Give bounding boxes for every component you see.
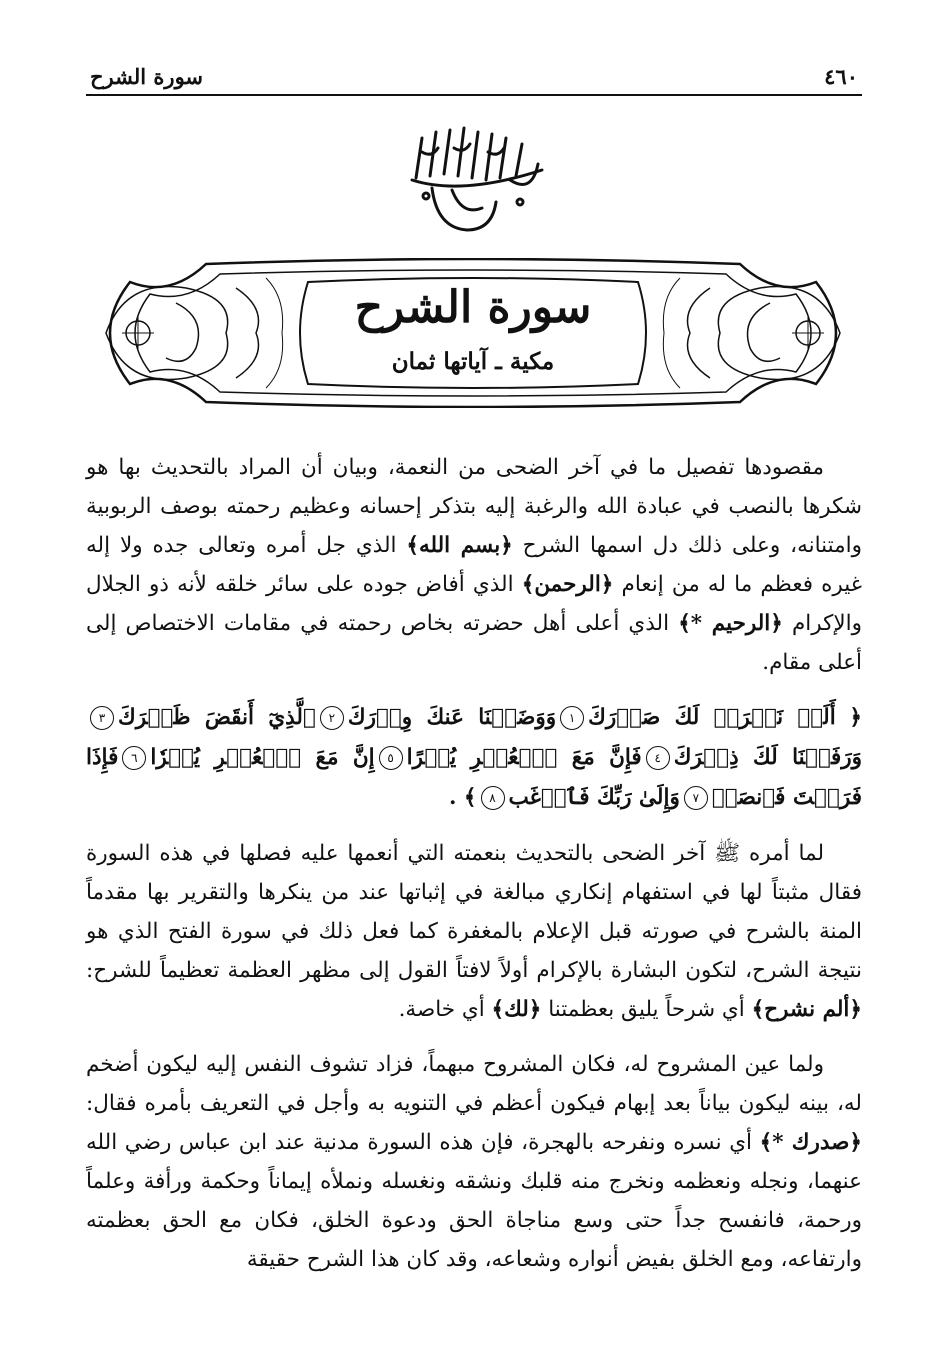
verse-text: ٱلَّذِيٓ أَنقَضَ ظَهۡرَكَ	[118, 705, 316, 730]
bold-quote: ﴿الرحيم *﴾	[678, 611, 783, 636]
text-run: الذي أفاض جوده على سائر خلقه لأنه ذو الجلال والإكرام	[86, 572, 862, 636]
page-number: ٤٦٠	[824, 64, 858, 89]
bracket-close: ﴾ .	[448, 785, 477, 810]
verse-text: وَإِلَىٰ رَبِّكَ فَٱرۡغَب	[508, 785, 680, 810]
verse-number-marker: ٥	[379, 746, 403, 770]
ornamental-frame	[86, 258, 860, 408]
verse-text: أَلَمۡ نَشۡرَحۡ لَكَ صَدۡرَكَ	[588, 705, 836, 730]
text-run: ولما عين المشروح له، فكان المشروح مبهماً، فزاد تشوف النفس إليه ليكون أضخم له، بينه ليكون بياناً بعد إبهام فيكون أعظم في التنويه به وأجل في التعريف بأمره فقال:	[86, 1052, 862, 1116]
commentary-paragraph-2	[86, 1045, 862, 1279]
text-run: الذي جل أمره وتعالى جده ولا إله غيره فعظم ما له من إنعام	[86, 533, 862, 597]
commentary-paragraph-1	[86, 834, 862, 1029]
verse-text: فَإِنَّ مَعَ ٱلۡعُسۡرِ يُسۡرًا	[406, 745, 642, 770]
bold-quote: ﴿ألم نشرح﴾	[751, 997, 862, 1022]
verse-text: وَرَفَعۡنَا لَكَ ذِكۡرَكَ	[673, 745, 862, 770]
body-text	[86, 448, 862, 1291]
text-run: أي خاصة.	[398, 997, 492, 1022]
verse-number-marker: ٢	[320, 706, 344, 730]
bold-quote: ﴿بسم الله﴾	[406, 533, 513, 558]
surah-title: سورة الشرح	[354, 282, 592, 333]
bracket-open: ﴿	[849, 705, 862, 730]
text-run: الذي أعلى أهل حضرته بخاص رحمته في مقامات الاختصاص إلى أعلى مقام.	[86, 611, 862, 675]
text-run: مقصودها تفصيل ما في آخر الضحى من النعمة، وبيان أن المراد بالتحديث بها هو شكرها بالنصب في عبادة الله والرغبة إليه بتذكر إحسانه وعظيم رحمته بوصف الربوبية وامتنانه، وعلى ذلك دل اسمها الشرح	[86, 455, 863, 558]
verse-text: إِنَّ مَعَ ٱلۡعُسۡرِ يُسۡرٗا	[150, 745, 375, 770]
text-run: أي شرحاً يليق بعظمتنا	[541, 997, 752, 1022]
verse-number-marker: ٦	[122, 746, 146, 770]
basmala-calligraphy	[392, 118, 562, 248]
verse-number-marker: ١	[560, 706, 584, 730]
bold-quote: ﴿صدرك *﴾	[759, 1130, 862, 1155]
page-header	[86, 60, 862, 96]
verse-number-marker: ٣	[90, 706, 114, 730]
quran-verses	[86, 698, 862, 818]
bold-quote: ﴿الرحمن﴾	[521, 572, 614, 597]
bold-quote: ﴿لك﴾	[491, 997, 542, 1022]
running-head-surah-name: سورة الشرح	[90, 64, 204, 89]
verse-number-marker: ٨	[481, 786, 505, 810]
surah-title-box	[86, 258, 860, 408]
verse-text: وَوَضَعۡنَا عَنكَ وِزۡرَكَ	[347, 705, 557, 730]
surah-subtitle: مكية ـ آياتها ثمان	[391, 348, 555, 375]
verse-text: فَإِذَا فَرَغۡتَ فَٱنصَبۡ	[86, 745, 862, 810]
intro-paragraph	[86, 448, 862, 682]
verse-number-marker: ٤	[646, 746, 670, 770]
text-run: أي نسره ونفرحه بالهجرة، فإن هذه السورة مدنية عند ابن عباس رضي الله عنهما، ونجله ونعظمه ونخرج منه قلبك ونشقه ونغسله ونملأه إيماناً وحكمة ورأفة وعلماً ورحمة، فانفسح جداً حتى وسع مناجاة الحق ودعوة الخلق، فكان مع الحق بعظمته وارتفاعه، ومع الخلق بفيض أنواره وشعاعه، وقد كان هذا الشرح حقيقة	[86, 1130, 862, 1272]
text-run: لما أمره ﷺ آخر الضحى بالتحديث بنعمته التي أنعمها عليه فصلها في هذه السورة فقال مثبتاً لها في استفهام إنكاري مبالغة في إثباتها عند من ينكرها والتقرير بها مقدماً المنة بالشرح في صورته قبل الإعلام بالمغفرة كما فعل ذلك في سورة الفتح الذي هو نتيجة الشرح، لتكون البشارة بالإكرام أولاً لافتاً القول إلى مظهر العظمة تعظيماً للشرح:	[86, 841, 862, 983]
verse-number-marker: ٧	[684, 786, 708, 810]
